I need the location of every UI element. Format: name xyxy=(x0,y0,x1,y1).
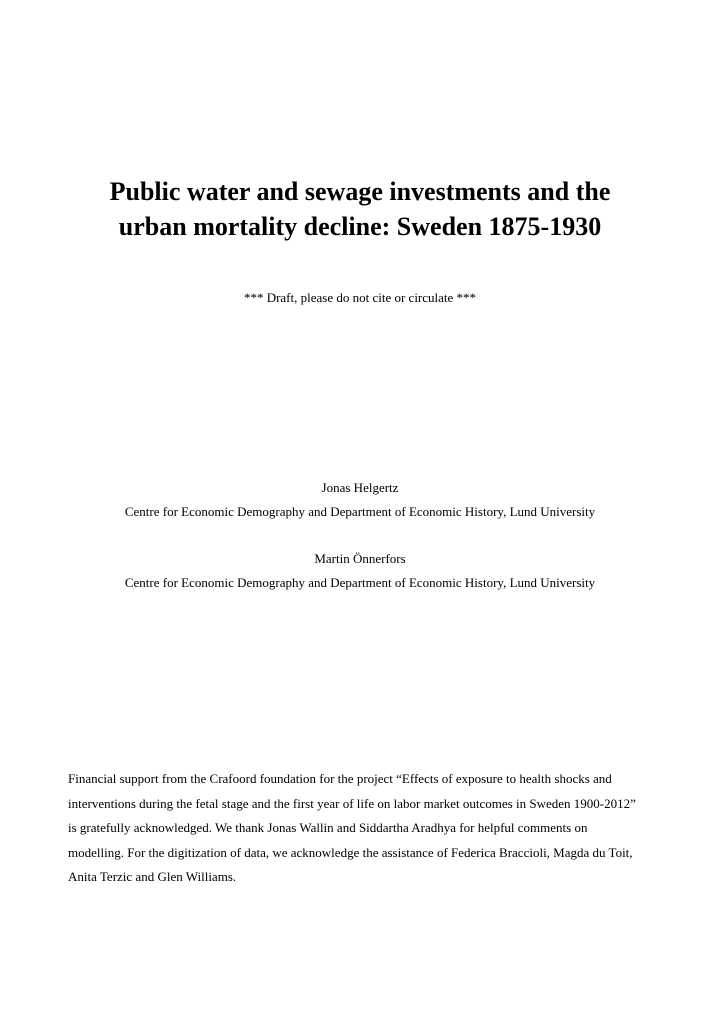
author-name-2: Martin Önnerfors xyxy=(314,551,406,566)
author-affiliation-2: Centre for Economic Demography and Department of Economic History, Lund University xyxy=(124,575,596,590)
acknowledgement-line-1: Financial support from the Crafoord foundation for the project “Effects of exposure to health shocks and xyxy=(68,771,612,786)
paper-title-line-2: urban mortality decline: Sweden 1875-1930 xyxy=(118,212,602,241)
draft-notice: *** Draft, please do not cite or circulate *** xyxy=(243,290,477,305)
acknowledgement-line-4: modelling. For the digitization of data, we acknowledge the assistance of Federica Braccioli, Magda du Toit, xyxy=(68,844,633,860)
acknowledgement-line-2: interventions during the fetal stage and the first year of life on labor market outcomes in Sweden 1900-2012” xyxy=(68,795,636,811)
paper-title xyxy=(60,174,660,244)
paper-title-line-1: Public water and sewage investments and the xyxy=(109,177,611,206)
author-name-1: Jonas Helgertz xyxy=(321,480,399,495)
acknowledgement-paragraph xyxy=(68,767,668,890)
acknowledgement-line-5: Anita Terzic and Glen Williams. xyxy=(68,869,237,884)
author-affiliation-1: Centre for Economic Demography and Department of Economic History, Lund University xyxy=(124,504,596,519)
acknowledgement-line-3: is gratefully acknowledged. We thank Jonas Wallin and Siddartha Aradhya for helpful comments on xyxy=(68,820,588,835)
